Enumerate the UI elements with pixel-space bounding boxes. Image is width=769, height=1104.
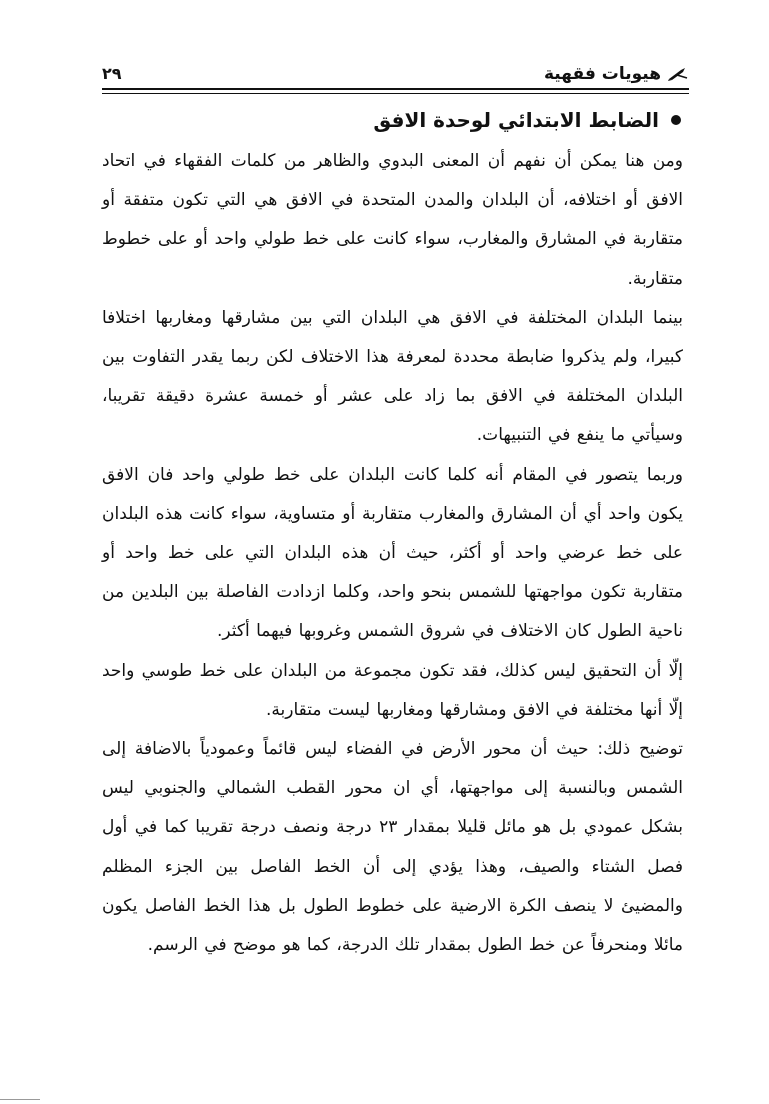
section-heading — [102, 98, 681, 142]
paragraph-2: بينما البلدان المختلفة في الافق هي البلدان التي بين مشارقها ومغاربها اختلافا كبيرا، ولم يذكروا ضابطة محددة لمعرفة هذا الاختلاف لكن ربما يقدر التفاوت بين البلدان المختلفة في الافق بما زاد على عشر أو خمسة عشرة دقيقة تقريبا، وسيأتي ما ينفع في التنبيهات. — [102, 307, 683, 446]
header-title-group — [544, 62, 689, 86]
header-rule-thick — [102, 88, 689, 90]
section-heading-text: الضابط الابتدائي لوحدة الافق — [373, 108, 659, 132]
paragraph-1: ومن هنا يمكن أن نفهم أن المعنى البدوي والظاهر من كلمات الفقهاء في اتحاد الافق أو اختلافه، أن البلدان والمدن المتحدة في الافق هي التي تكون متفقة أو متقاربة في المشارق والمغارب، سواء كانت على خط طولي واحد أو على خطوط متقاربة. — [102, 151, 683, 289]
pen-icon — [667, 66, 689, 82]
paragraph-4: إلّا أن التحقيق ليس كذلك، فقد تكون مجموعة من البلدان على خط طوسي واحد إلّا أنها مختلفة في الافق ومشارقها ومغاربها ليست متقاربة. — [102, 660, 683, 720]
page-edge-mark — [0, 1099, 40, 1100]
paragraph-3: وربما يتصور في المقام أنه كلما كانت البلدان على خط طولي واحد فان الافق يكون واحد أي أن المشارق والمغارب متقاربة أو متساوية، سواء كانت هذه البلدان على خط عرضي واحد أو أكثر، حيث أن هذه البلدان التي على خط واحد أو متقاربة تكون مواجهتها للشمس بنحو واحد، وكلما ازدادت الفاصلة بين البلدين من ناحية الطول كان الاختلاف في شروق الشمس وغروبها فيهما أكثر. — [102, 464, 683, 642]
running-header-title: هيويات فقهية — [544, 64, 661, 84]
header-rule-thin — [102, 93, 689, 94]
page-number: ٢٩ — [102, 64, 122, 83]
page-body — [102, 98, 683, 965]
bullet-icon — [671, 115, 681, 125]
paragraph-5: توضيح ذلك: حيث أن محور الأرض في الفضاء ليس قائماً وعمودياً بالاضافة إلى الشمس وبالنسبة إلى مواجهتها، أي ان محور القطب الشمالي والجنوبي ليس بشكل عمودي بل هو مائل قليلا بمقدار ٢٣ درجة ونصف درجة تقريبا كما في أول فصل الشتاء والصيف، وهذا يؤدي إلى أن الخط الفاصل بين الجزء المظلم والمضيئ لا ينصف الكرة الارضية على خطوط الطول بل هذا الخط الفاصل يكون مائلا ومنحرفاً عن خط الطول بمقدار تلك الدرجة، كما هو موضح في الرسم. — [102, 739, 683, 956]
running-header — [102, 52, 689, 86]
